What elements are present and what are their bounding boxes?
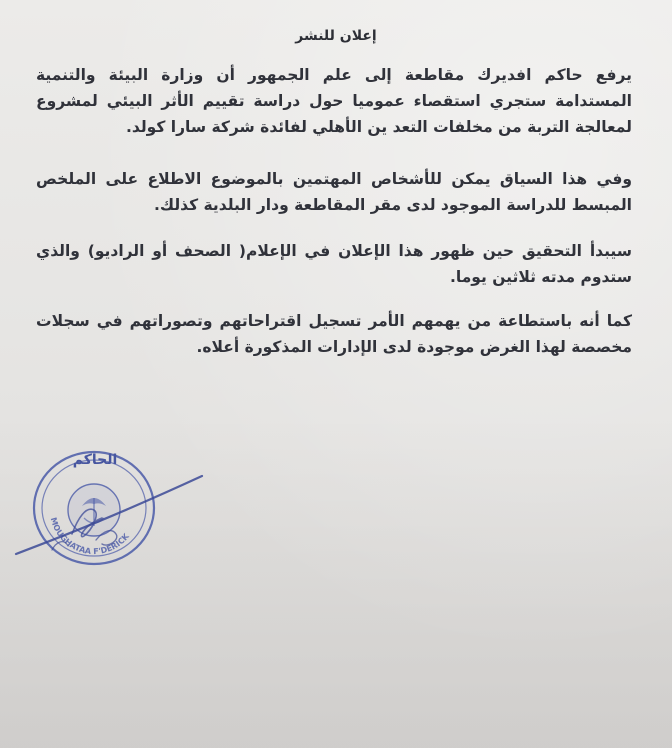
paragraph-1: يرفع حاكم افديرك مقاطعة إلى علم الجمهور أن وزارة البيئة والتنمية المستدامة ستجري استقصاء عموميا حول دراسة تقييم الأثر البيئي لمشروع لمعالجة التربة من مخلفات التعد ين الأهلي لفائدة شركة سارا كولد. [36, 66, 632, 136]
stamp-title: الحاكم [72, 452, 118, 468]
title-text: إعلان للنشر [295, 28, 377, 44]
signature [12, 470, 212, 570]
announcement-title [0, 28, 672, 44]
paragraph-2: وفي هذا السياق يمكن للأشخاص المهتمين بالموضوع الاطلاع على الملخص المبسط للدراسة الموجود لدى مقر المقاطعة ودار البلدية كذلك. [36, 170, 632, 214]
paragraph-3: سيبدأ التحقيق حين ظهور هذا الإعلان في الإعلام( الصحف أو الراديو) والذي ستدوم مدته ثلاثين يوما. [36, 242, 632, 286]
paragraph-4: كما أنه باستطاعة من يهمهم الأمر تسجيل اقتراحاتهم وتصوراتهم في سجلات مخصصة لهذا الغرض موجودة لدى الإدارات المذكورة أعلاه. [36, 312, 632, 356]
stamp-ring-text: MOUGHATAA F'DERICK [48, 516, 131, 557]
